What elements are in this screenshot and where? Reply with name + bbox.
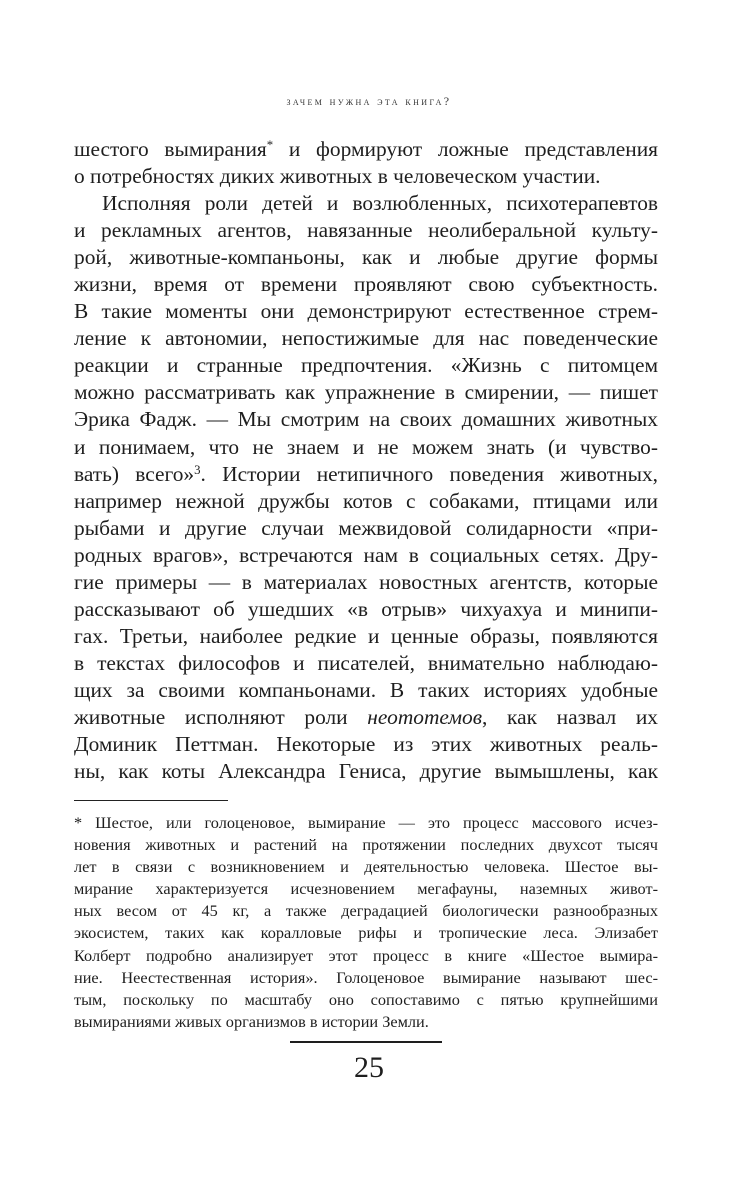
footnote-line: вымираниями живых организмов в истории Земли. xyxy=(74,1011,429,1031)
running-head: зачем нужна эта книга? xyxy=(286,94,452,108)
footnote-divider xyxy=(74,800,228,801)
text-line: например нежной дружбы котов с собаками, птицами или xyxy=(74,488,658,513)
footnote-line: экосистем, таких как коралловые рифы и тропические леса. Элизабет xyxy=(74,923,658,943)
footnote-line: * Шестое, или голоценовое, вымирание — это процесс массового исчез- xyxy=(74,813,658,832)
text-line: и понимаем, что не знаем и не можем знать (и чувство- xyxy=(74,434,658,459)
text-line: реакции и странные предпочтения. «Жизнь с питомцем xyxy=(74,353,658,378)
text-fragment: шестого вымирания xyxy=(74,137,267,161)
footnote-line: новения животных и растений на протяжении последних двухсот тысяч xyxy=(74,835,658,855)
page-number-rule xyxy=(290,1041,442,1043)
text-line: о потребностях диких животных в человеческом участии. xyxy=(74,164,601,189)
text-line: можно рассматривать как упражнение в смирении, — пишет xyxy=(74,380,658,405)
text-line: Доминик Петтман. Некоторые из этих животных реаль- xyxy=(74,732,658,757)
footnote-line: ние. Неестественная история». Голоценовое вымирание называют шес- xyxy=(74,967,658,987)
text-line: Эрика Фадж. — Мы смотрим на своих домашних животных xyxy=(74,407,658,432)
text-line: в текстах философов и писателей, внимательно наблюдаю- xyxy=(74,650,658,675)
italic-term: неототемов xyxy=(367,704,482,729)
text-line xyxy=(74,461,658,488)
text-line: и рекламных агентов, навязанные неолиберальной культу- xyxy=(74,218,658,243)
text-line: гах. Третьи, наиболее редкие и ценные образы, появляются xyxy=(74,623,658,648)
footnote-line: тым, поскольку по масштабу оно сопоставимо с пятью крупнейшими xyxy=(74,989,658,1009)
footnote-line: Колберт подробно анализирует этот процесс в книге «Шестое вымира- xyxy=(74,945,658,965)
text-fragment: вать) всего» xyxy=(74,461,195,486)
text-line: гие примеры — в материалах новостных агентств, которые xyxy=(74,569,658,594)
footnote-marker: * xyxy=(266,137,274,152)
footnote-line: мирание характеризуется исчезновением мегафауны, наземных живот- xyxy=(74,879,658,899)
endnote-marker: 3 xyxy=(194,462,201,477)
text-line: В такие моменты они демонстрируют естественное стрем- xyxy=(74,299,658,324)
text-line: щих за своими компаньонами. В таких историях удобные xyxy=(74,677,658,702)
footnote-line: ных весом от 45 кг, а также деградацией биологически разнообразных xyxy=(74,901,658,921)
footnote-line: лет в связи с возникновением и деятельностью человека. Шестое вы- xyxy=(74,857,658,877)
text-line: рой, животные-компаньоны, как и любые другие формы xyxy=(74,245,658,270)
main-text xyxy=(74,136,658,785)
text-fragment: . Истории нетипичного поведения животных, xyxy=(200,461,658,486)
text-fragment: и формируют ложные представления xyxy=(273,137,659,161)
text-fragment: , как назвал их xyxy=(482,704,658,729)
text-fragment: животные исполняют роли xyxy=(74,704,368,729)
text-line xyxy=(74,136,658,163)
text-line: ление к автономии, непостижимые для нас поведенческие xyxy=(74,326,658,351)
text-line xyxy=(74,704,658,731)
text-line: жизни, время от времени проявляют свою субъектность. xyxy=(74,272,658,297)
footnote xyxy=(74,812,658,1033)
text-line: ны, как коты Александра Гениса, другие вымышлены, как xyxy=(74,759,658,784)
text-line: родных врагов», встречаются нам в социальных сетях. Дру- xyxy=(74,542,658,567)
text-line: Исполняя роли детей и возлюбленных, психотерапевтов xyxy=(102,191,658,216)
text-line: рассказывают об ушедших «в отрыв» чихуахуа и минипи- xyxy=(74,596,658,621)
text-line: рыбами и другие случаи межвидовой солидарности «при- xyxy=(74,515,658,540)
page-number: 25 xyxy=(354,1051,384,1084)
